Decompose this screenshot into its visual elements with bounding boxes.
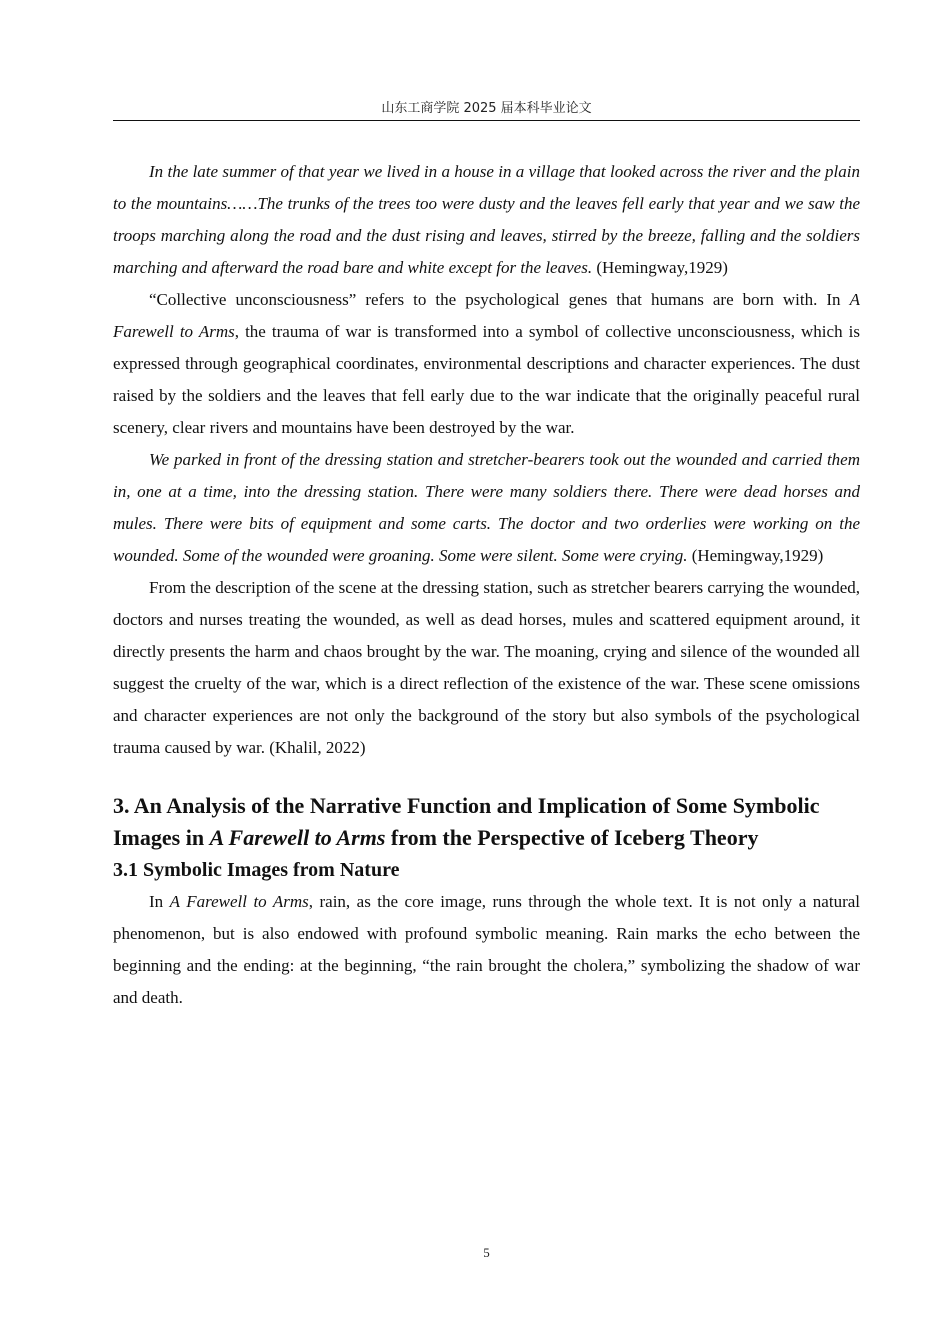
paragraph-rain	[113, 886, 860, 1014]
citation: (Hemingway,1929)	[592, 258, 728, 277]
paragraph-quote-2	[113, 444, 860, 572]
heading-run: from the Perspective of Iceberg Theory	[385, 825, 759, 850]
book-title: A Farewell to Arms	[169, 892, 309, 911]
text-run: , rain, as the core image, runs through the whole text. It is not only a natural phenomenon, but is also endowed with profound symbolic meaning. Rain marks the echo between the beginning and the ending: at the beginning, “the rain brought the cholera,” symbolizing the shadow of war and death.	[113, 892, 861, 1007]
text-run: In	[149, 892, 170, 911]
page-number: 5	[483, 1245, 490, 1260]
book-title: A Farewell to Arms	[113, 290, 860, 341]
subsection-heading-3-1: 3.1 Symbolic Images from Nature	[113, 859, 400, 881]
paragraph-dressing-station: From the description of the scene at the dressing station, such as stretcher bearers carrying the wounded, doctors and nurses treating the wounded, as well as dead horses, mules and scattered equipment around, it directly presents the harm and chaos brought by the war. The moaning, crying and silence of the wounded all suggest the cruelty of the war, which is a direct reflection of the existence of the war. These scene omissions and character experiences are not only the background of the story but also symbols of the psychological trauma caused by war. (Khalil, 2022)	[113, 578, 860, 757]
book-title: A Farewell to Arms	[209, 825, 386, 850]
running-header: 山东工商学院 2025 届本科毕业论文	[381, 101, 592, 116]
body-text	[113, 156, 860, 1014]
header-rule	[113, 120, 860, 121]
quote-text: In the late summer of that year we lived in a house in a village that looked across the river and the plain to the mountains……The trunks of the trees too were dusty and the leaves fell early that year and we saw the troops marching along the road and the dust rising and leaves, stirred by the breeze, falling and the soldiers marching and afterward the road bare and white except for the leaves.	[113, 162, 860, 277]
section-heading-3	[113, 790, 860, 854]
citation: (Hemingway,1929)	[687, 546, 824, 565]
heading-run: 3. An Analysis of the Narrative Function and Implication of Some Symbolic Images in	[113, 793, 820, 850]
text-run: “Collective unconsciousness” refers to the psychological genes that humans are born with. In	[149, 290, 850, 309]
paragraph-collective-unconsciousness	[113, 284, 860, 444]
quote-text: We parked in front of the dressing station and stretcher-bearers took out the wounded and carried them in, one at a time, into the dressing station. There were many soldiers there. There were dead horses and mules. There were bits of equipment and some carts. The doctor and two orderlies were working on the wounded. Some of the wounded were groaning. Some were silent. Some were crying.	[113, 450, 860, 565]
text-run: , the trauma of war is transformed into a symbol of collective unconsciousness, which is expressed through geographical coordinates, environmental descriptions and character experiences. The dust raised by the soldiers and the leaves that fell early due to the war indicate that the originally peaceful rural scenery, clear rivers and mountains have been destroyed by the war.	[113, 322, 860, 437]
paragraph-quote-1	[113, 156, 860, 284]
